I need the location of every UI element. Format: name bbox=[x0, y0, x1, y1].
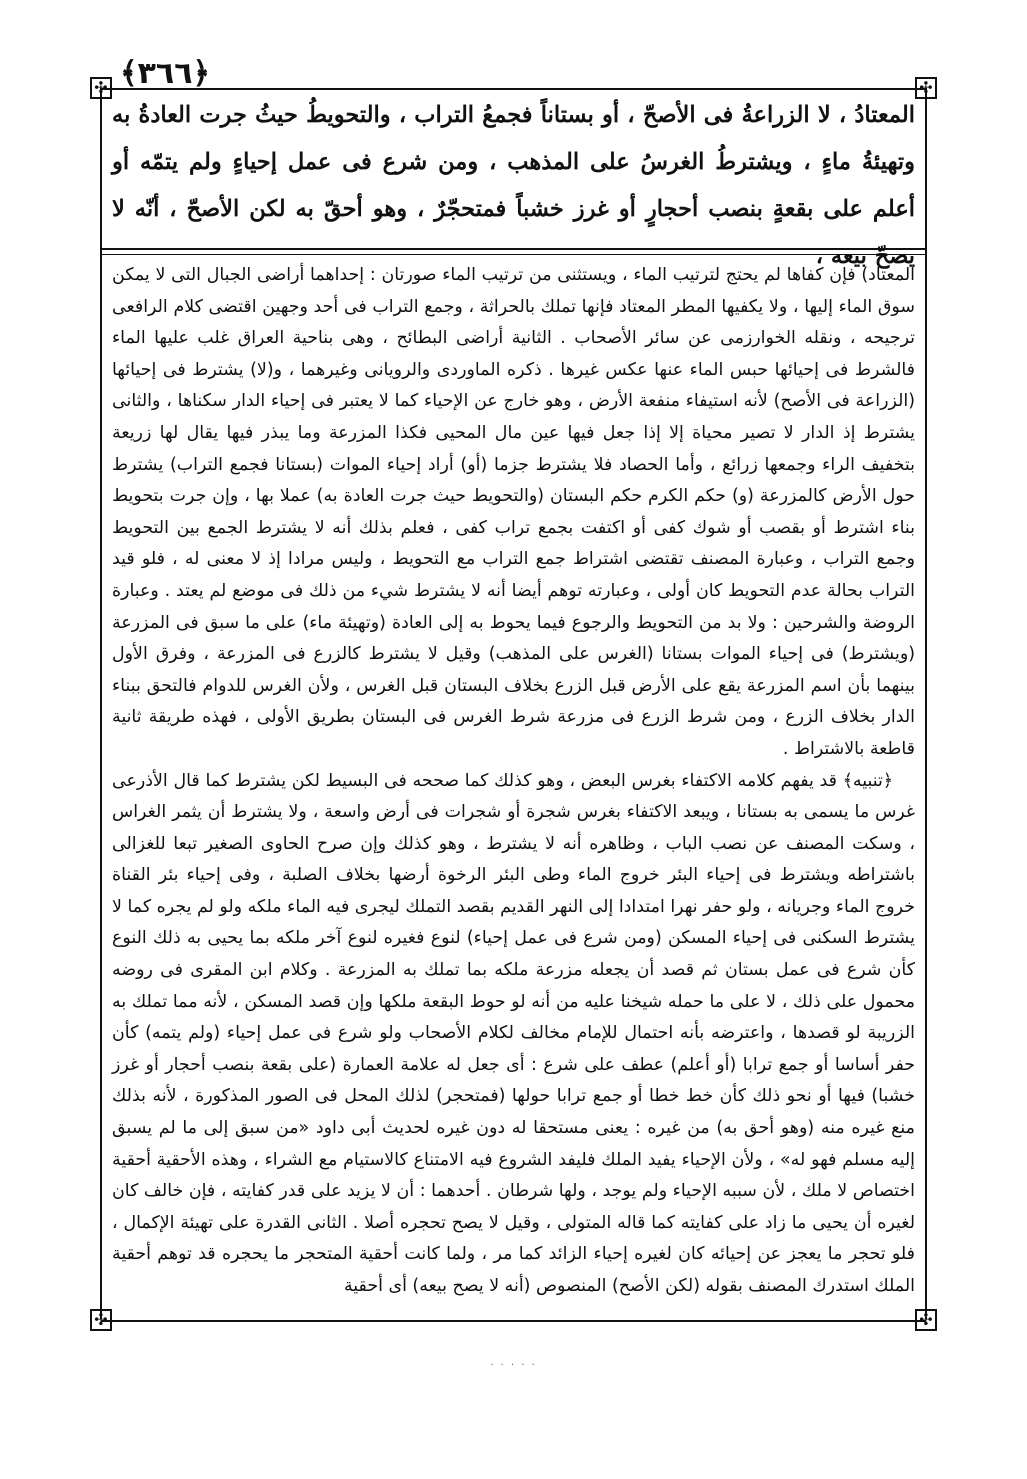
sharh-section bbox=[112, 260, 915, 1310]
right-border-line bbox=[925, 88, 927, 1319]
page-number: ﴿٣٦٦﴾ bbox=[120, 56, 211, 91]
top-border-line bbox=[101, 88, 926, 90]
separator-line-thin bbox=[101, 254, 926, 255]
sharh-paragraph: المعتاد) فإن كفاها لم يحتج لترتيب الماء ، ويستثنى من ترتيب الماء صورتان : إحداهما أراضى الجبال التى لا يمكن سوق الماء إليها ، ولا يكفيها المطر المعتاد فإنها تملك بالحراثة ، وجمع التراب فى أحد وجهين اقتضى كلام الرافعى ترجيحه ، ونقله الخوارزمى عن سائر الأصحاب . الثانية أراضى البطائح ، وهى بناحية العراق غلب عليها الماء فالشرط فى إحيائها حبس الماء عنها عكس غيرها . ذكره الماوردى والرويانى وغيرهما ، و(لا) يشترط فى إحيائها (الزراعة فى الأصح) لأنه استيفاء منفعة الأرض ، وهو خارج عن الإحياء كما لا يعتبر فى إحياء الدار سكناها ، والثانى يشترط إذ الدار لا تصير محياة إلا إذا جعل فيها عين مال المحيى فكذا المزرعة وما يبذر فيها يقال لها زريعة بتخفيف الراء وجمعها زرائع ، وأما الحصاد فلا يشترط جزما (أو) أراد إحياء الموات (بستانا فجمع التراب) يشترط حول الأرض كالمزرعة (و) حكم الكرم حكم البستان (والتحويط حيث جرت العادة به) عملا بها ، وإن جرت بتحويط بناء اشترط أو بقصب أو شوك كفى أو اكتفت بجمع تراب كفى ، فعلم بذلك أنه لا يشترط الجمع بين التحويط وجمع التراب ، وعبارة المصنف تقتضى اشتراط جمع التراب مع التحويط ، وليس مرادا إذ لا معنى له ، فلو قيد التراب بحالة عدم التحويط كان أولى ، وعبارته توهم أيضا أنه لا يشترط شيء من ذلك فى موضع لم يعتد . وعبارة الروضة والشرحين : ولا بد من التحويط والرجوع فيما يحوط به إلى العادة (وتهيئة ماء) على ما سبق فى المزرعة (ويشترط) فى إحياء الموات بستانا (الغرس على المذهب) وقيل لا يشترط كالزرع فى المزرعة ، وفرق الأول بينهما بأن اسم المزرعة يقع على الأرض قبل الزرع بخلاف البستان قبل الغرس ، ولأن الغرس للدوام فالتحق ببناء الدار بخلاف الزرع ، ومن شرط الزرع فى مزرعة شرط الغرس فى البستان بطريق الأولى ، فهذه طريقة ثانية قاطعة بالاشتراط . bbox=[112, 265, 915, 759]
separator-line bbox=[101, 248, 926, 250]
corner-ornament-icon: ✣ bbox=[915, 1309, 937, 1331]
corner-ornament-icon: ✣ bbox=[90, 77, 112, 99]
sharh-paragraph: ﴿تنبيه﴾ قد يفهم كلامه الاكتفاء بغرس البعض ، وهو كذلك كما صححه فى البسيط لكن يشترط كما قال الأذرعى غرس ما يسمى به بستانا ، ويبعد الاكتفاء بغرس شجرة أو شجرات فى أرض واسعة ، ولا يشترط أن يثمر الغراس ، وسكت المصنف عن نصب الباب ، وظاهره أنه لا يشترط ، وهو كذلك وإن صرح الحاوى الصغير تبعا للغزالى باشتراطه ويشترط فى إحياء البئر خروج الماء وطى البئر الرخوة أرضها بخلاف الصلبة ، وفى إحياء بئر القناة خروج الماء وجريانه ، ولو حفر نهرا امتدادا إلى النهر القديم بقصد التملك ليجرى فيه الماء ملكه ولو لم يجره كما لا يشترط السكنى فى إحياء المسكن (ومن شرع فى عمل إحياء) لنوع فغيره لنوع آخر ملكه بما يحيى به ذلك النوع كأن شرع فى عمل بستان ثم قصد أن يجعله مزرعة ملكه بما تملك به المزرعة . وكلام ابن المقرى فى روضه محمول على ذلك ، لا على ما حمله شيخنا عليه من أنه لو حوط البقعة ملكها وإن قصد المسكن ، لأنه مما تملك به الزريبة لو قصدها ، واعترضه بأنه احتمال للإمام مخالف لكلام الأصحاب ولو شرع فى عمل إحياء (ولم يتمه) كأن حفر أساسا أو جمع ترابا (أو أعلم) عطف على شرع : أى جعل له علامة العمارة (على بقعة بنصب أحجار أو غرز خشبا) فيها أو نحو ذلك كأن خط خطا أو جمع ترابا حولها (فمتحجر) لذلك المحل فى الصور المذكورة ، لأنه بذلك منع غيره منه (وهو أحق به) من غيره : يعنى مستحقا له دون غيره لحديث أبى داود «من سبق إلى ما لم يسبق إليه مسلم فهو له» ، ولأن الإحياء يفيد الملك فليفد الشروع فيه الامتناع كالاستيام مع الشراء ، وهذه الأحقية أحقية اختصاص لا ملك ، لأن سببه الإحياء ولم يوجد ، ولها شرطان . أحدهما : أن لا يزيد على قدر كفايته ، فإن خالف كان لغيره أن يحيى ما زاد على كفايته كما قاله المتولى ، وقيل لا يصح تحجره أصلا . الثانى القدرة على تهيئة الإكمال ، فلو تحجر ما يعجز عن إحيائه كان لغيره إحياء الزائد كما مر ، ولما كانت أحقية المتحجر ما يحجره قد توهم أحقية الملك استدرك المصنف بقوله (لكن الأصح) المنصوص (أنه لا يصح بيعه) أى أحقية bbox=[112, 770, 915, 1296]
bottom-border-line bbox=[101, 1320, 926, 1322]
decorative-dots: · · · · · bbox=[490, 1360, 537, 1371]
matn-text: المعتادُ ، لا الزراعةُ فى الأصحّ ، أو بستاناً فجمعُ التراب ، والتحويطُ حيثُ جرت العادةُ به وتهيئةُ ماءٍ ، ويشترطُ الغرسُ على المذهب ، ومن شرع فى عمل إحياءٍ ولم يتمّه أو أعلم على بقعةٍ بنصب أحجارٍ أو غرز خشباً فمتحجّرٌ ، وهو أحقّ به لكن الأصحّ ، أنّه لا يصحّ بيعه ، bbox=[112, 102, 915, 269]
corner-ornament-icon: ✣ bbox=[90, 1309, 112, 1331]
corner-ornament-icon: ✣ bbox=[915, 77, 937, 99]
left-border-line bbox=[100, 88, 102, 1319]
matn-section bbox=[112, 92, 915, 269]
